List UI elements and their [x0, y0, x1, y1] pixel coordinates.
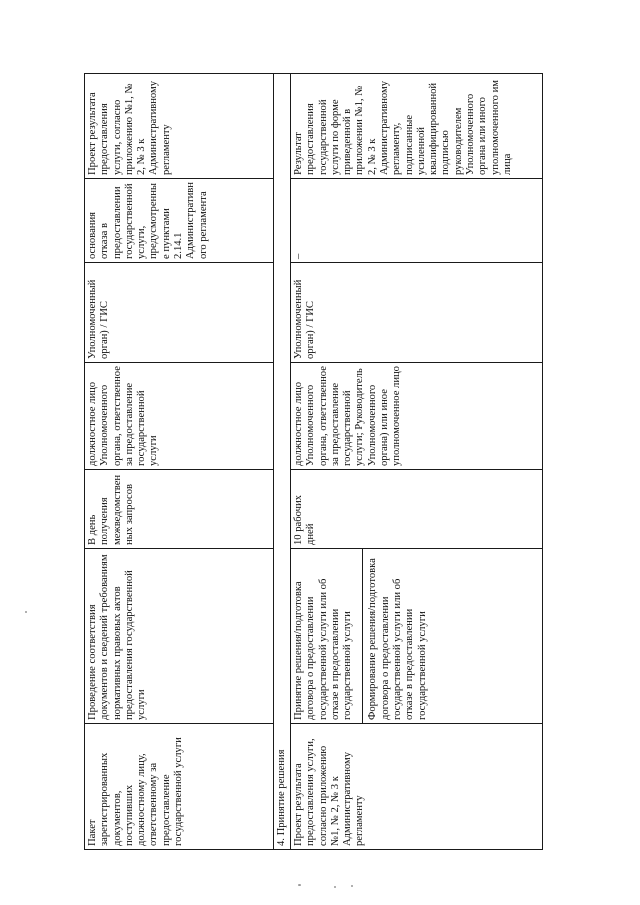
cell-text: 10 рабочих дней: [293, 495, 317, 545]
cell-text: В день получения межведомственных запросов: [87, 474, 135, 545]
cell-text: Уполномоченный орган) / ГИС: [293, 279, 317, 359]
table-row: [85, 74, 274, 850]
scan-speck: [298, 884, 301, 886]
table-cell: [85, 470, 274, 549]
cell-text: Уполномоченный орган) / ГИС: [87, 279, 111, 359]
table-cell: [85, 363, 274, 470]
table-cell: [291, 179, 543, 263]
cell-text: основания отказа в предоставлении государственной услуги, предусмотренные пунктами 2.14.1 Административного регламента: [87, 182, 209, 259]
cell-subsection: [362, 549, 428, 723]
stage-heading: [274, 74, 291, 850]
table-row: [291, 74, 543, 850]
table-cell: [291, 263, 543, 363]
table-cell: [85, 263, 274, 363]
rotated-table-wrapper: [84, 74, 543, 850]
cell-text: –: [293, 253, 304, 259]
cell-text: Принятие решения/подготовка договора о предоставлении государственной услуги или об отказе в предоставлении государственной услуги: [293, 578, 354, 720]
scan-speck: [334, 886, 336, 888]
table-cell: [291, 470, 543, 549]
cell-text: Проведение соответствия документов и сведений требованиям нормативных правовых актов предоставления государственной услуги: [87, 554, 148, 720]
table-cell: [291, 74, 543, 179]
table-cell: [291, 363, 543, 470]
table-cell: [85, 179, 274, 263]
cell-text: Проект результата предоставления услуги, согласно приложению №1, № 2, № 3 к Административному регламенту: [87, 80, 172, 175]
stage-heading-text: 4. Принятие решения: [275, 749, 287, 846]
cell-text: должностное лицо Уполномоченного органа, ответственное за предоставление государственной услуги; Руководитель Уполномоченного органа) или иное уполномоченное лицо: [293, 366, 403, 466]
scan-speck: [351, 885, 353, 887]
cell-text: Формирование решения/подготовка договора о предоставлении государственной услуги или об отказе в предоставлении государственной услуги: [367, 558, 428, 720]
procedure-table: [84, 73, 543, 850]
scan-speck: [25, 611, 27, 613]
table-cell: [291, 724, 543, 850]
table-cell: [85, 74, 274, 179]
cell-text: Пакет зарегистрированных документов, поступивших должностному лицу, ответственному за предоставление государственной услуги: [87, 737, 184, 846]
table-cell: [291, 549, 543, 724]
cell-text: Проект результата предоставления услуги, согласно приложению №1, № 2, № 3 к Административному регламенту: [293, 738, 366, 846]
table-cell: [85, 724, 274, 850]
stage-heading-row: [274, 74, 291, 850]
cell-text: должностное лицо Уполномоченного органа, ответственное за предоставление государственной услуги: [87, 366, 160, 466]
cell-text: Результат предоставления государственной услуги по форме приведенной в приложении №1, № 2, № 3 к Административному регламенту, подписанные усиленной квалифицированной подписью руководителем Уполномоченного органа или иного уполномоченного им лица: [293, 80, 513, 175]
table-cell: [85, 549, 274, 724]
